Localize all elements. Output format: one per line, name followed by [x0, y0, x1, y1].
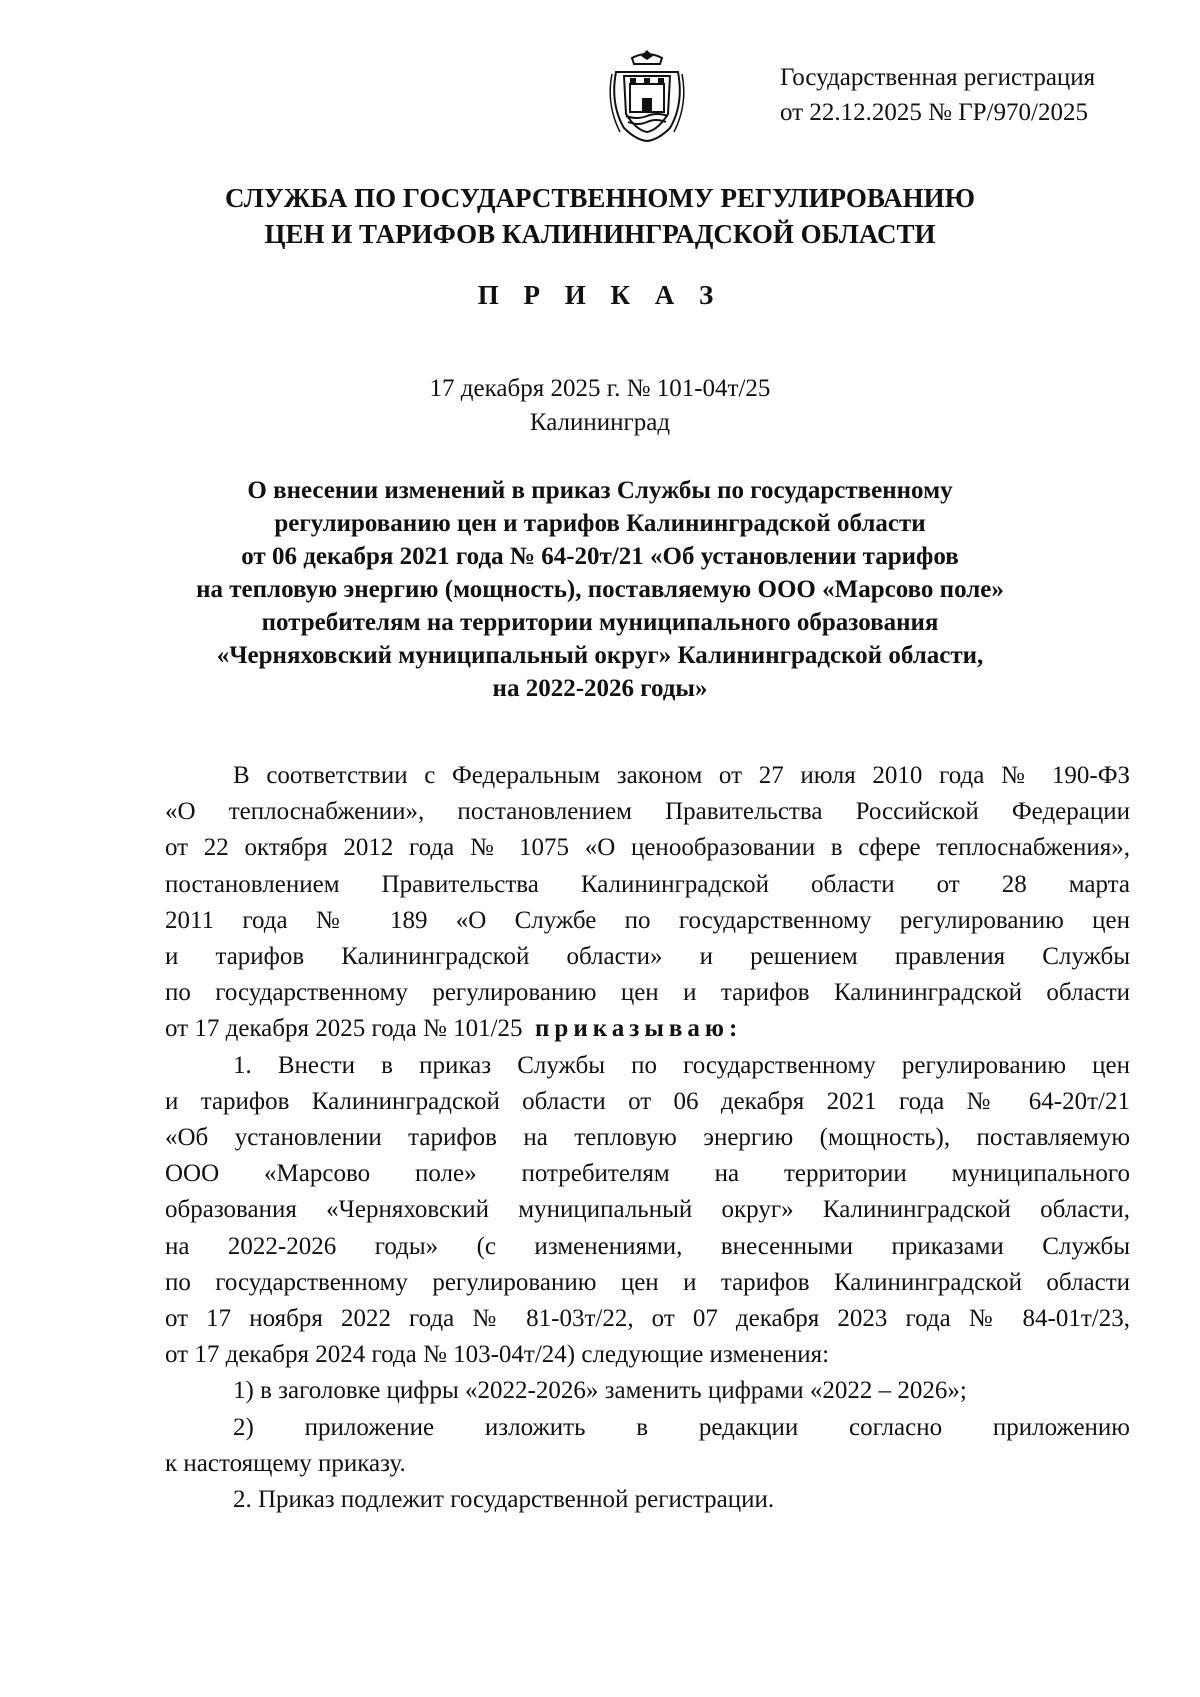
- registration-line-2: от 22.12.2025 № ГР/970/2025: [780, 99, 1088, 126]
- item-1-line: образования «Черняховский муниципальный округ» Калининградской области,: [165, 1196, 1130, 1224]
- subject-line: регулированию цен и тарифов Калининградской области: [274, 510, 926, 537]
- item-1-line: ООО «Марсово поле» потребителям на территории муниципального: [165, 1160, 1130, 1188]
- organization-title: [100, 180, 1100, 252]
- registration-stamp: [780, 60, 1140, 130]
- order-body: [165, 758, 1130, 1518]
- preamble-line: 2011 года № 189 «О Службе по государственному регулированию цен: [165, 906, 1130, 934]
- order-verb: приказываю:: [535, 1015, 743, 1043]
- item-1-line: и тарифов Калининградской области от 06 декабря 2021 года № 64-20т/21: [165, 1087, 1130, 1115]
- subject-line: «Черняховский муниципальный округ» Калининградской области,: [216, 642, 984, 669]
- order-date-number: [100, 372, 1100, 440]
- kaliningrad-coat-of-arms-icon: [602, 44, 692, 144]
- subitem-1: 1) в заголовке цифры «2022-2026» заменить цифрами «2022 – 2026»;: [233, 1377, 967, 1405]
- subject-line: от 06 декабря 2021 года № 64-20т/21 «Об установлении тарифов: [241, 543, 959, 570]
- subject-line: на 2022-2026 годы»: [492, 675, 708, 702]
- organization-title-line-2: ЦЕН И ТАРИФОВ КАЛИНИНГРАДСКОЙ ОБЛАСТИ: [264, 219, 936, 249]
- subitem-2-line-1: 2) приложение изложить в редакции согласно приложению: [233, 1413, 1130, 1441]
- subject-line: потребителям на территории муниципального образования: [261, 609, 939, 636]
- order-subject: [130, 474, 1070, 705]
- subject-line: на тепловую энергию (мощность), поставляемую ООО «Марсово поле»: [196, 576, 1004, 603]
- preamble-last-line-text: от 17 декабря 2025 года № 101/25: [165, 1015, 523, 1043]
- subitem-2: [165, 1410, 1130, 1482]
- item-1-last-line: от 17 декабря 2024 года № 103-04т/24) следующие изменения:: [165, 1341, 830, 1369]
- document-type: П Р И К А З: [477, 280, 723, 310]
- preamble-line: постановлением Правительства Калининградской области от 28 марта: [165, 870, 1130, 898]
- order-city: Калининград: [529, 409, 671, 436]
- preamble-line: «О теплоснабжении», постановлением Правительства Российской Федерации: [165, 798, 1130, 826]
- preamble-line: по государственному регулированию цен и тарифов Калининградской области: [165, 979, 1130, 1007]
- item-2: 2. Приказ подлежит государственной регистрации.: [233, 1486, 775, 1514]
- preamble-line: от 22 октября 2012 года № 1075 «О ценообразовании в сфере теплоснабжения»,: [165, 834, 1130, 862]
- organization-title-line-1: СЛУЖБА ПО ГОСУДАРСТВЕННОМУ РЕГУЛИРОВАНИЮ: [224, 183, 976, 213]
- item-1-line: по государственному регулированию цен и тарифов Калининградской области: [165, 1268, 1130, 1296]
- subitem-2-line-2: к настоящему приказу.: [165, 1449, 406, 1477]
- item-1-line: 1. Внести в приказ Службы по государственному регулированию цен: [233, 1051, 1130, 1079]
- subject-line: О внесении изменений в приказ Службы по государственному: [247, 477, 953, 504]
- item-1-line: от 17 ноября 2022 года № 81-03т/22, от 07 декабря 2023 года № 84-01т/23,: [165, 1305, 1130, 1333]
- order-date: 17 декабря 2025 г. № 101-04т/25: [429, 375, 771, 402]
- preamble-line: В соответствии с Федеральным законом от 27 июля 2010 года № 190-ФЗ: [233, 762, 1130, 789]
- preamble-line: и тарифов Калининградской области» и решением правления Службы: [165, 943, 1130, 971]
- item-1-line: на 2022-2026 годы» (с изменениями, внесенными приказами Службы: [165, 1232, 1130, 1260]
- preamble-paragraph: [165, 758, 1130, 1048]
- item-1-paragraph: [165, 1048, 1130, 1374]
- registration-line-1: Государственная регистрация: [780, 64, 1096, 91]
- item-1-line: «Об установлении тарифов на тепловую энергию (мощность), поставляемую: [165, 1124, 1130, 1152]
- preamble-last-line: [165, 1011, 1130, 1047]
